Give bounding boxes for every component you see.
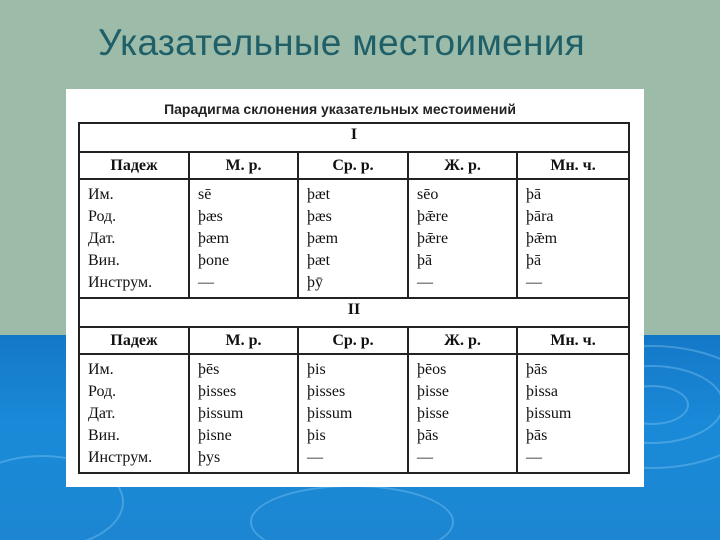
table-caption: Парадигма склонения указательных местоимений (164, 101, 516, 117)
pronoun-form: — (417, 274, 433, 291)
pronoun-form: þæt (307, 252, 331, 269)
form-column (408, 354, 517, 473)
pronoun-form: þis (307, 427, 326, 444)
column-header: Ср. р. (298, 327, 408, 354)
group-row (79, 123, 629, 152)
case-name: Инструм. (88, 274, 153, 291)
case-name: Им. (88, 361, 114, 378)
form-column (189, 179, 298, 298)
pronoun-form: þāra (526, 208, 554, 225)
table-row (79, 179, 629, 298)
group-label: I (79, 123, 629, 152)
case-name: Вин. (88, 427, 120, 444)
pronoun-form: þisse (417, 405, 449, 422)
group-row (79, 298, 629, 327)
pronoun-form: þā (417, 252, 433, 269)
declension-table (78, 122, 630, 474)
pronoun-form: þæm (198, 230, 230, 247)
pronoun-form: þæm (307, 230, 339, 247)
group-label: II (79, 298, 629, 327)
pronoun-form: þā (526, 252, 542, 269)
pronoun-form: þys (198, 449, 221, 466)
column-header: Ж. р. (408, 152, 517, 179)
pronoun-form: þisses (198, 383, 237, 400)
pronoun-form: sēo (417, 186, 439, 203)
pronoun-form: þās (417, 427, 439, 444)
pronoun-form: þisse (417, 383, 449, 400)
pronoun-form: þēs (198, 361, 220, 378)
table-image-card (66, 89, 644, 487)
case-column (79, 179, 189, 298)
pronoun-form: þǣre (417, 230, 449, 247)
pronoun-form: þisne (198, 427, 232, 444)
form-column (408, 179, 517, 298)
pronoun-form: — (526, 449, 542, 466)
column-header: М. р. (189, 327, 298, 354)
pronoun-form: þās (526, 427, 548, 444)
case-name: Инструм. (88, 449, 153, 466)
column-header: Падеж (79, 327, 189, 354)
pronoun-form: þǣm (526, 230, 558, 247)
pronoun-form: þissum (198, 405, 244, 422)
pronoun-form: þis (307, 361, 326, 378)
pronoun-form: þissum (307, 405, 353, 422)
pronoun-form: þæt (307, 186, 331, 203)
column-header: Ж. р. (408, 327, 517, 354)
pronoun-form: þisses (307, 383, 346, 400)
pronoun-form: þā (526, 186, 542, 203)
pronoun-form: þæs (307, 208, 332, 225)
column-header: Мн. ч. (517, 327, 629, 354)
case-name: Дат. (88, 405, 116, 422)
case-name: Им. (88, 186, 114, 203)
form-column (517, 354, 629, 473)
pronoun-form: — (307, 449, 323, 466)
form-column (517, 179, 629, 298)
column-header: М. р. (189, 152, 298, 179)
pronoun-form: þǣre (417, 208, 449, 225)
header-row (79, 327, 629, 354)
header-row (79, 152, 629, 179)
pronoun-form: þæs (198, 208, 223, 225)
case-name: Род. (88, 383, 117, 400)
pronoun-form: þās (526, 361, 548, 378)
pronoun-form: sē (198, 186, 212, 203)
pronoun-form: þēos (417, 361, 447, 378)
column-header: Мн. ч. (517, 152, 629, 179)
case-column (79, 354, 189, 473)
column-header: Ср. р. (298, 152, 408, 179)
form-column (298, 354, 408, 473)
pronoun-form: — (198, 274, 214, 291)
pronoun-form: þissa (526, 383, 558, 400)
pronoun-form: þȳ (307, 274, 323, 291)
pronoun-form: — (417, 449, 433, 466)
pronoun-form: þissum (526, 405, 572, 422)
pronoun-form: þone (198, 252, 230, 269)
form-column (298, 179, 408, 298)
water-ripple-decoration (250, 485, 454, 540)
form-column (189, 354, 298, 473)
pronoun-form: — (526, 274, 542, 291)
table-row (79, 354, 629, 473)
case-name: Род. (88, 208, 117, 225)
slide-title: Указательные местоимения (98, 22, 586, 63)
case-name: Дат. (88, 230, 116, 247)
column-header: Падеж (79, 152, 189, 179)
case-name: Вин. (88, 252, 120, 269)
